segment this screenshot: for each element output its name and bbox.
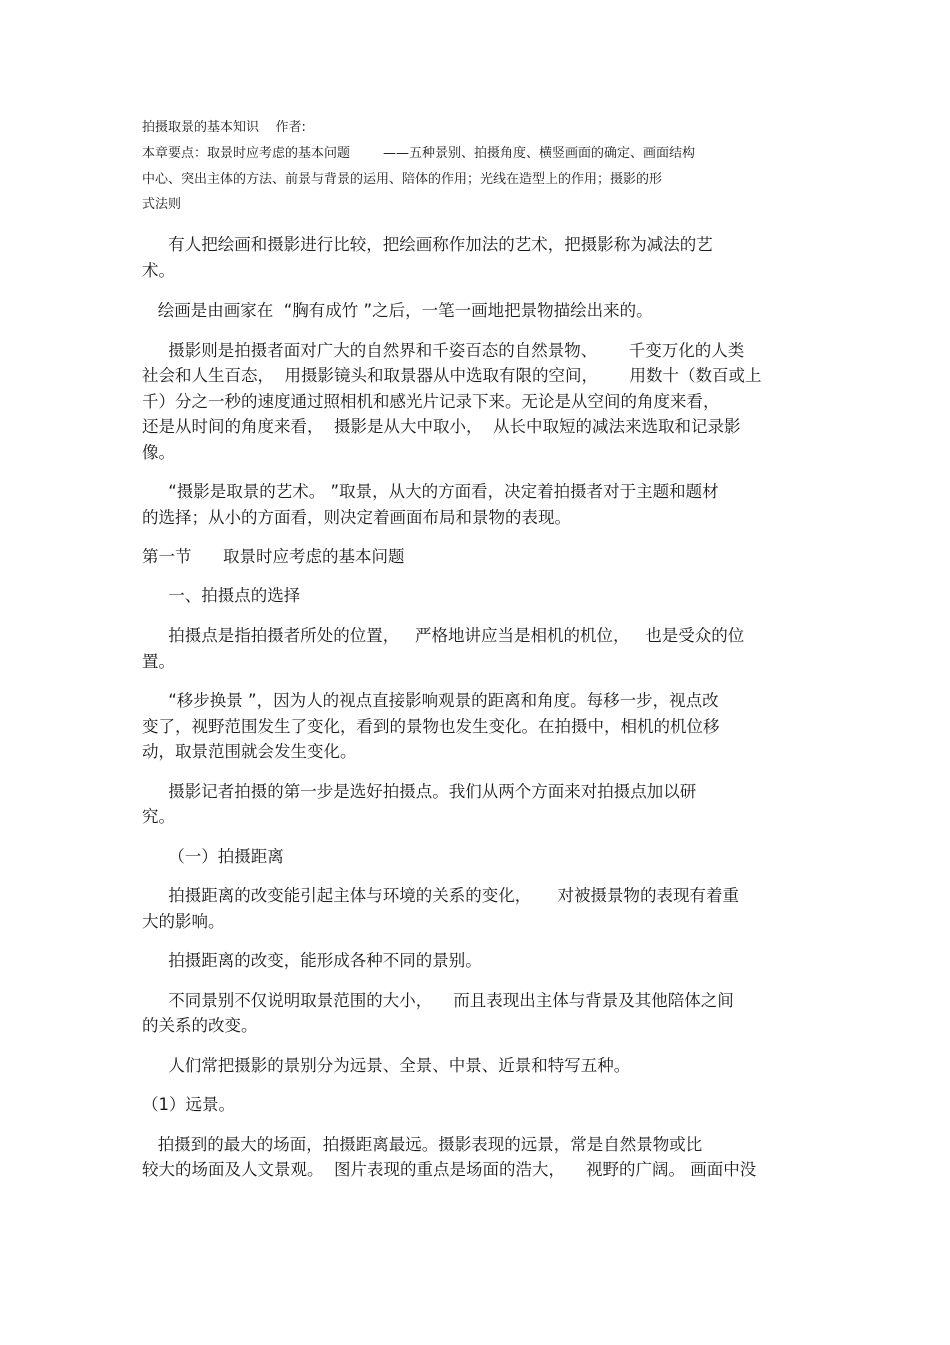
header-title-line: 拍摄取景的基本知识 作者: — [142, 120, 306, 135]
body-text-line: “摄影是取景的艺术。 ”取景，从大的方面看，决定着拍摄者对于主题和题材 — [142, 482, 719, 501]
body-text-line: 不同景别不仅说明取景范围的大小， 而且表现出主体与背景及其他陪体之间 — [142, 991, 734, 1010]
subsection-heading: （一）拍摄距离 — [142, 847, 284, 866]
body-text-line: 拍摄到的最大的场面，拍摄距离最远。摄影表现的远景，常是自然景物或比 — [142, 1135, 703, 1154]
chapter-summary-line: 本章要点：取景时应考虑的基本问题 ——五种景别、拍摄角度、横竖画面的确定、画面结构 — [142, 146, 696, 161]
body-text-line: 术。 — [142, 261, 175, 280]
chapter-summary-line: 式法则 — [142, 197, 182, 212]
chapter-summary-line: 中心、突出主体的方法、前景与背景的运用、陪体的作用；光线在造型上的作用；摄影的形 — [142, 172, 663, 187]
body-text-line: 的选择；从小的方面看，则决定着画面布局和景物的表现。 — [142, 508, 571, 527]
body-text-line: 还是从时间的角度来看， 摄影是从大中取小， 从长中取短的减法来选取和记录影 — [142, 417, 741, 436]
body-text-line: 摄影记者拍摄的第一步是选好拍摄点。我们从两个方面来对拍摄点加以研 — [142, 782, 697, 801]
body-text-line: 大的影响。 — [142, 912, 225, 931]
body-text-line: 究。 — [142, 807, 175, 826]
subsection-heading: （1）远景。 — [142, 1095, 235, 1114]
body-text-line: 千）分之一秒的速度通过照相机和感光片记录下来。无论是从空间的角度来看， — [142, 392, 720, 411]
body-text-line: 人们常把摄影的景别分为远景、全景、中景、近景和特写五种。 — [142, 1056, 631, 1075]
body-text-line: 的关系的改变。 — [142, 1016, 258, 1035]
body-text-line: 社会和人生百态， 用摄影镜头和取景器从中选取有限的空间， 用数十（数百或上 — [142, 366, 762, 385]
body-text-line: 拍摄距离的改变，能形成各种不同的景别。 — [142, 951, 482, 970]
body-text-line: “移步换景 ”，因为人的视点直接影响观景的距离和角度。每移一步，视点改 — [142, 691, 719, 710]
body-text-line: 有人把绘画和摄影进行比较，把绘画称作加法的艺术，把摄影称为减法的艺 — [142, 235, 713, 254]
body-text-line: 较大的场面及人文景观。 图片表现的重点是场面的浩大， 视野的广阔。 画面中没 — [142, 1160, 757, 1179]
body-text-line: 拍摄点是指拍摄者所处的位置， 严格地讲应当是相机的机位， 也是受众的位 — [142, 626, 745, 645]
subsection-heading: 一、拍摄点的选择 — [142, 586, 301, 605]
body-text-line: 摄影则是拍摄者面对广大的自然界和千姿百态的自然景物、 千变万化的人类 — [142, 341, 745, 360]
body-text-line: 变了，视野范围发生了变化，看到的景物也发生变化。在拍摄中，相机的机位移 — [142, 717, 720, 736]
section-heading: 第一节 取景时应考虑的基本问题 — [142, 547, 405, 566]
body-text-line: 像。 — [142, 443, 175, 462]
body-text-line: 置。 — [142, 652, 175, 671]
body-text-line: 拍摄距离的改变能引起主体与环境的关系的变化， 对被摄景物的表现有着重 — [142, 886, 739, 905]
body-text-line: 动，取景范围就会发生变化。 — [142, 742, 357, 761]
body-text-line: 绘画是由画家在 “胸有成竹 ”之后，一笔一画地把景物描绘出来的。 — [142, 301, 653, 320]
